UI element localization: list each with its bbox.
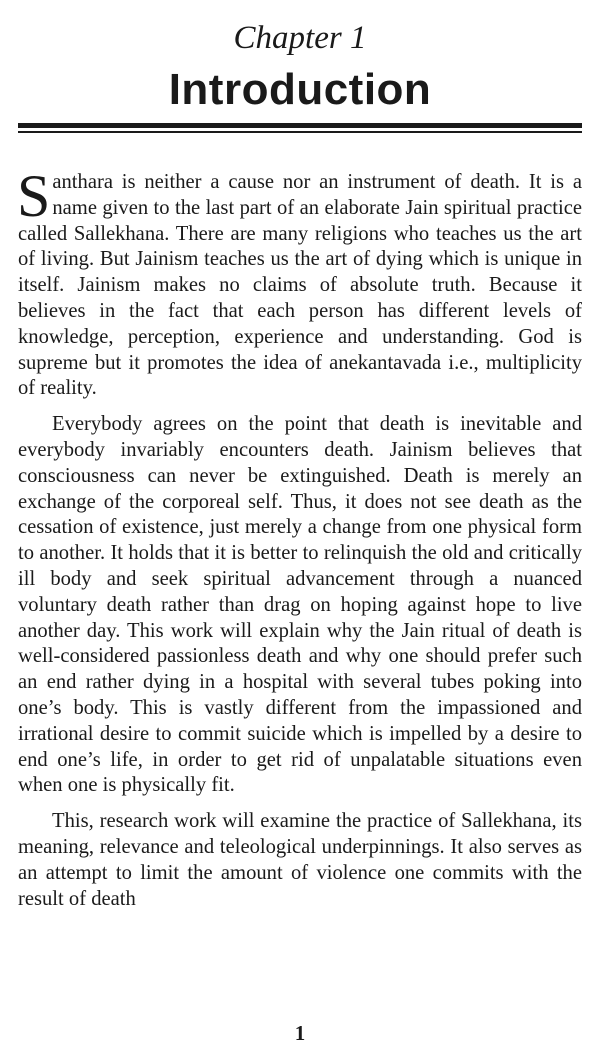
paragraph-1-text: anthara is neither a cause nor an instrument of death. It is a name given to the last part of an elaborate Jain spiritual practice called Sallekhana. There are many religions who teaches us the art of living. But Jainism teaches us the art of dying which is unique in itself. Jainism makes no claims of absolute truth. Because it believes in the fact that each person has different levels of knowledge, perception, experience and understanding. God is supreme but it promotes the idea of anekantavada i.e., multiplicity of reality. (18, 171, 582, 400)
paragraph-1 (17, 163, 582, 402)
paragraph-3: This, research work will examine the practice of Sallekhana, its meaning, relevance and teleological underpinnings. It also serves as an attempt to limit the amount of violence one commits with the result of death (18, 810, 582, 910)
page-number: 1 (294, 1021, 306, 1045)
drop-cap: S (17, 163, 51, 229)
title-rule-thin (18, 131, 582, 133)
chapter-label: Chapter 1 (233, 20, 367, 56)
chapter-title: Introduction (168, 65, 432, 114)
title-rule-thick (18, 123, 582, 128)
chapter-body (17, 163, 582, 912)
paragraph-2: Everybody agrees on the point that death is inevitable and everybody invariably encounters death. Jainism believes that consciousness can never be extinguished. Death is merely an exchange of the corporeal self. Thus, it does not see death as the cessation of existence, just merely a change from one physical form to another. It holds that it is better to relinquish the old and critically ill body and seek spiritual advancement through a nuanced voluntary death rather than drag on hoping against hope to live another day. This work will explain why the Jain ritual of death is well-considered passionless death and why one should prefer such an end rather dying in a hospital with several tubes poking into one’s body. This is vastly different from the impassioned and irrational desire to commit suicide which is impelled by a desire to end one’s life, in order to get rid of unpalatable situations even when one is physically fit. (18, 413, 582, 797)
